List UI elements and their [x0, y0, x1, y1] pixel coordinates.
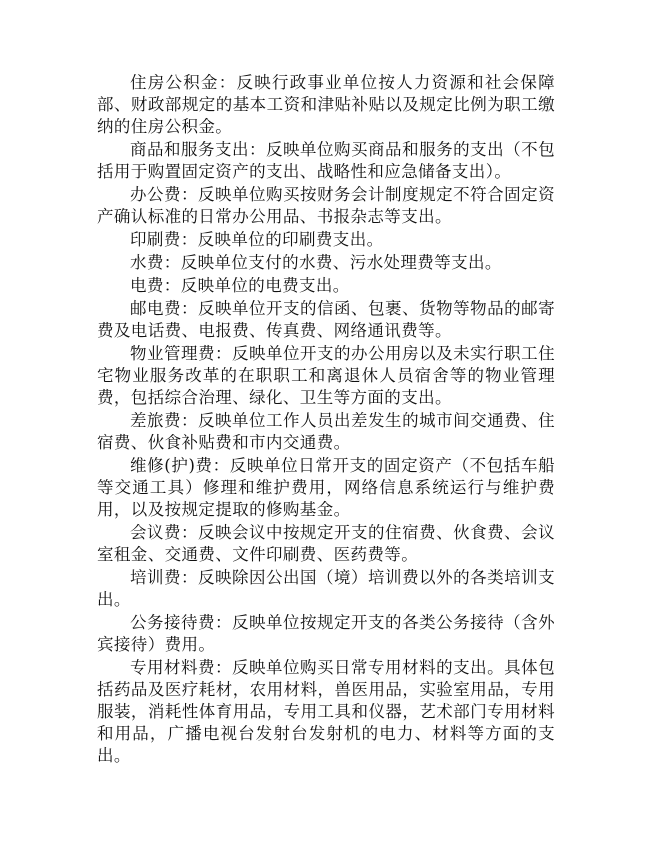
- paragraph-office-expenses: 办公费：反映单位购买按财务会计制度规定不符合固定资产确认标准的日常办公用品、书报杂志等支出。: [97, 185, 555, 226]
- paragraph-postal-telecom: 邮电费：反映单位开支的信函、包裹、货物等物品的邮寄费及电话费、电报费、传真费、网络通讯费等。: [97, 299, 555, 340]
- paragraph-housing-fund: 住房公积金：反映行政事业单位按人力资源和社会保障部、财政部规定的基本工资和津贴补贴以及规定比例为职工缴纳的住房公积金。: [97, 73, 555, 136]
- paragraph-training: 培训费：反映除因公出国（境）培训费以外的各类培训支出。: [97, 568, 555, 609]
- paragraph-water: 水费：反映单位支付的水费、污水处理费等支出。: [130, 253, 502, 272]
- paragraph-maintenance: 维修(护)费：反映单位日常开支的固定资产（不包括车船等交通工具）修理和维护费用，网络信息系统运行与维护费用，以及按规定提取的修购基金。: [97, 456, 555, 519]
- paragraph-official-reception: 公务接待费：反映单位按规定开支的各类公务接待（含外宾接待）费用。: [97, 613, 555, 654]
- paragraph-property-management: 物业管理费：反映单位开支的办公用房以及未实行职工住宅物业服务改革的在职职工和离退休人员宿舍等的物业管理费，包括综合治理、绿化、卫生等方面的支出。: [97, 344, 555, 407]
- paragraph-special-materials: 专用材料费：反映单位购买日常专用材料的支出。具体包括药品及医疗耗材，农用材料，兽医用品，实验室用品，专用服装，消耗性体育用品，专用工具和仪器，艺术部门专用材料和用品，广播电视台发射台发射机的电力、材料等方面的支出。: [97, 658, 555, 765]
- paragraph-meeting: 会议费：反映会议中按规定开支的住宿费、伙食费、会议室租金、交通费、文件印刷费、医药费等。: [97, 523, 555, 564]
- paragraph-goods-services: 商品和服务支出：反映单位购买商品和服务的支出（不包括用于购置固定资产的支出、战略性和应急储备支出）。: [97, 140, 555, 181]
- paragraph-electricity: 电费：反映单位的电费支出。: [130, 276, 350, 295]
- document-body: [97, 72, 555, 767]
- paragraph-travel: 差旅费：反映单位工作人员出差发生的城市间交通费、住宿费、伙食补贴费和市内交通费。: [97, 411, 555, 452]
- paragraph-printing: 印刷费：反映单位的印刷费支出。: [130, 230, 384, 249]
